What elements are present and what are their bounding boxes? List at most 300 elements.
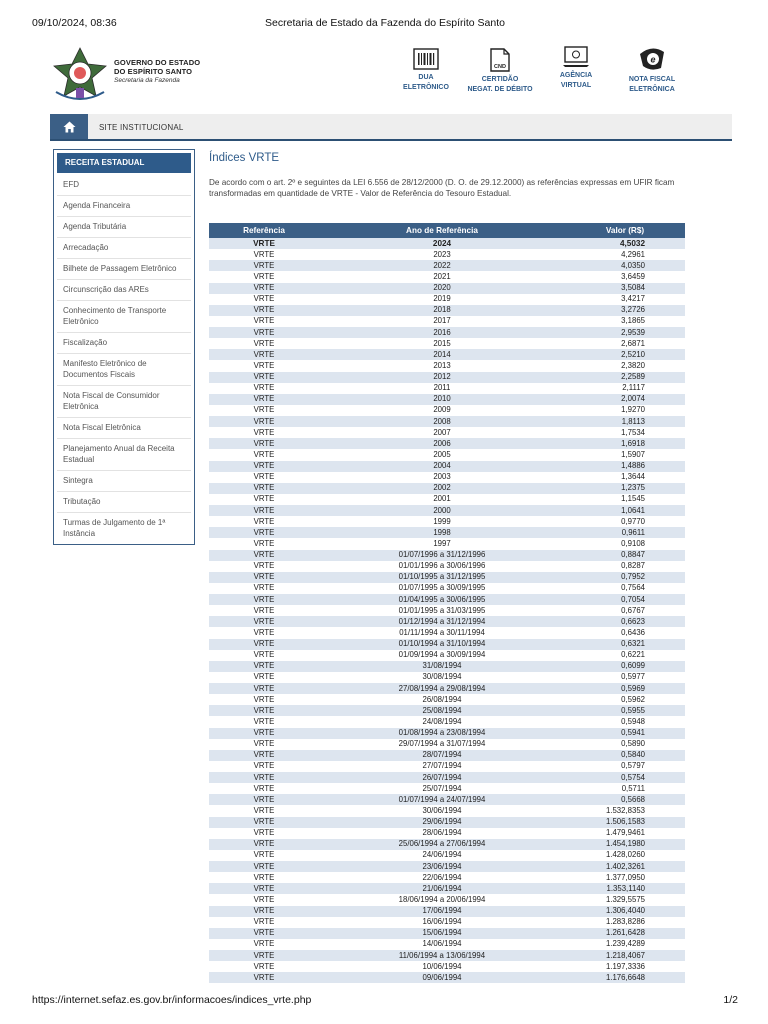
cell-ano-referencia: 2021 xyxy=(433,271,451,281)
table-row xyxy=(209,327,685,338)
print-header xyxy=(32,17,738,31)
cell-ano-referencia: 2000 xyxy=(319,505,565,516)
cell-ano-referencia: 2020 xyxy=(319,283,565,294)
cell-referencia: VRTE xyxy=(209,483,319,494)
cell-ano-referencia: 23/06/1994 xyxy=(319,861,565,872)
table-row xyxy=(209,906,685,917)
table-row xyxy=(209,761,685,772)
cell-valor: 1,1545 xyxy=(621,494,645,504)
cell-referencia: VRTE xyxy=(209,372,319,383)
cell-ano-referencia: 2004 xyxy=(319,461,565,472)
sidebar-item-agenda-tributaria[interactable]: Agenda Tributária xyxy=(57,217,191,238)
cell-referencia: VRTE xyxy=(253,872,275,882)
cell-ano-referencia: 24/08/1994 xyxy=(422,716,462,726)
cell-valor: 0,5754 xyxy=(565,772,685,783)
cell-ano-referencia: 2003 xyxy=(433,472,451,482)
state-coat-of-arms-logo[interactable] xyxy=(50,46,110,104)
sidebar-item-sintegra[interactable]: Sintegra xyxy=(57,471,191,492)
cell-ano-referencia: 2005 xyxy=(433,449,451,459)
sidebar-item-efd[interactable]: EFD xyxy=(57,175,191,196)
gov-line-1: GOVERNO DO ESTADO xyxy=(114,58,201,67)
table-row xyxy=(209,661,685,672)
cell-ano-referencia: 21/06/1994 xyxy=(319,883,565,894)
cell-valor: 0,5969 xyxy=(565,683,685,694)
table-row xyxy=(209,438,685,449)
table-row xyxy=(209,516,685,527)
cell-ano-referencia: 01/07/1996 a 31/12/1996 xyxy=(319,550,565,561)
cell-valor: 0,5840 xyxy=(565,750,685,761)
intro-paragraph: De acordo com o art. 2º e seguintes da LEI 6.556 de 28/12/2000 (D. O. de 29.12.2000) as referências expressas em UFIR ficam transformadas em quantidade de VRTE - Valor de Referência do Tesouro Estadual. xyxy=(209,178,675,198)
table-row xyxy=(209,872,685,883)
table-row xyxy=(209,694,685,705)
cell-ano-referencia: 2023 xyxy=(433,249,451,259)
cell-referencia: VRTE xyxy=(253,961,275,971)
cell-valor: 0,6099 xyxy=(565,661,685,672)
table-row xyxy=(209,427,685,438)
cell-valor: 3,6459 xyxy=(621,271,645,281)
cnd-document-icon xyxy=(489,48,511,72)
cell-valor: 1.353,1140 xyxy=(565,883,685,894)
cell-valor: 2,3820 xyxy=(621,360,645,370)
cell-ano-referencia: 28/06/1994 xyxy=(422,828,462,838)
cell-valor: 1,0641 xyxy=(565,505,685,516)
cell-valor: 0,9611 xyxy=(565,527,685,538)
cell-ano-referencia: 2015 xyxy=(433,338,451,348)
cell-ano-referencia: 2010 xyxy=(319,394,565,405)
certidao-line1: CERTIDÃO xyxy=(481,76,519,83)
cell-ano-referencia: 2008 xyxy=(319,416,565,427)
cell-valor: 0,5941 xyxy=(565,728,685,739)
cell-referencia: VRTE xyxy=(209,305,319,316)
print-datetime: 09/10/2024, 08:36 xyxy=(32,17,117,29)
cell-referencia: VRTE xyxy=(209,616,319,627)
svg-text:e: e xyxy=(650,54,656,65)
cell-referencia: VRTE xyxy=(253,449,275,459)
table-row xyxy=(209,283,685,294)
cell-referencia: VRTE xyxy=(253,850,275,860)
cell-valor: 0,5962 xyxy=(621,694,645,704)
table-row xyxy=(209,972,685,983)
cell-ano-referencia: 01/01/1996 a 30/06/1996 xyxy=(398,561,486,571)
cell-referencia: VRTE xyxy=(209,527,319,538)
table-row xyxy=(209,672,685,683)
table-row xyxy=(209,928,685,939)
cell-ano-referencia: 2022 xyxy=(319,260,565,271)
cell-referencia: VRTE xyxy=(209,817,319,828)
table-row xyxy=(209,794,685,805)
nfe-line2: ELETRÔNICA xyxy=(629,86,675,93)
cell-ano-referencia: 2017 xyxy=(433,316,451,326)
cell-referencia: VRTE xyxy=(253,472,275,482)
agencia-line1: AGÊNCIA xyxy=(559,72,593,79)
cell-referencia: VRTE xyxy=(253,338,275,348)
cell-valor: 0,5711 xyxy=(621,783,645,793)
dua-eletronico-link[interactable] xyxy=(396,48,456,93)
main-content xyxy=(209,152,685,198)
table-row xyxy=(209,383,685,394)
cell-valor: 2,2589 xyxy=(565,372,685,383)
sidebar-item-circunscricao-ares[interactable]: Circunscrição das AREs xyxy=(57,280,191,301)
cell-referencia: VRTE xyxy=(209,972,319,983)
table-row xyxy=(209,394,685,405)
coat-of-arms-icon xyxy=(50,46,110,104)
cell-valor: 2,9539 xyxy=(565,327,685,338)
table-row xyxy=(209,527,685,538)
cell-referencia: VRTE xyxy=(253,694,275,704)
cell-referencia: VRTE xyxy=(253,516,275,526)
cell-ano-referencia: 2019 xyxy=(433,294,451,304)
cell-ano-referencia: 2001 xyxy=(433,494,451,504)
table-row xyxy=(209,894,685,905)
certidao-negativa-link[interactable] xyxy=(462,48,538,95)
table-row xyxy=(209,271,685,282)
sidebar-item-turmas-julgamento[interactable]: Turmas de Julgamento de 1ª Instância xyxy=(63,518,166,538)
cell-valor: 1,3644 xyxy=(621,472,645,482)
table-row xyxy=(209,472,685,483)
site-institucional-link[interactable]: SITE INSTITUCIONAL xyxy=(99,123,184,132)
table-row xyxy=(209,249,685,260)
sidebar-item-nfe[interactable]: Nota Fiscal Eletrônica xyxy=(57,418,191,439)
table-row xyxy=(209,561,685,572)
cell-ano-referencia: 01/07/1994 a 24/07/1994 xyxy=(319,794,565,805)
table-row xyxy=(209,583,685,594)
table-row xyxy=(209,372,685,383)
cell-ano-referencia: 2024 xyxy=(319,238,565,249)
cell-ano-referencia: 27/08/1994 a 29/08/1994 xyxy=(319,683,565,694)
cell-referencia: VRTE xyxy=(209,550,319,561)
cell-ano-referencia: 26/08/1994 xyxy=(422,694,462,704)
cell-ano-referencia: 24/06/1994 xyxy=(422,850,462,860)
table-row xyxy=(209,683,685,694)
cell-referencia: VRTE xyxy=(253,917,275,927)
table-row xyxy=(209,950,685,961)
cell-referencia: VRTE xyxy=(253,894,275,904)
cell-referencia: VRTE xyxy=(253,383,275,393)
cell-valor: 2,6871 xyxy=(621,338,645,348)
cell-ano-referencia: 09/06/1994 xyxy=(319,972,565,983)
cell-referencia: VRTE xyxy=(253,627,275,637)
cell-ano-referencia: 2013 xyxy=(433,360,451,370)
print-page-title: Secretaria de Estado da Fazenda do Espírito Santo xyxy=(265,17,505,29)
sidebar-item-planejamento-anual[interactable]: Planejamento Anual da Receita Estadual xyxy=(57,439,191,471)
cell-referencia: VRTE xyxy=(209,728,319,739)
table-row xyxy=(209,739,685,750)
sidebar-item-tributacao[interactable]: Tributação xyxy=(57,492,191,513)
cell-valor: 3,5084 xyxy=(565,283,685,294)
cell-referencia: VRTE xyxy=(209,461,319,472)
cell-valor: 1,8113 xyxy=(565,416,685,427)
cell-referencia: VRTE xyxy=(209,750,319,761)
cell-valor: 1,9270 xyxy=(621,405,645,415)
cell-referencia: VRTE xyxy=(253,427,275,437)
cell-ano-referencia: 01/09/1994 a 30/09/1994 xyxy=(398,650,486,660)
cell-ano-referencia: 1999 xyxy=(433,516,451,526)
print-url: https://internet.sefaz.es.gov.br/informacoes/indices_vrte.php xyxy=(32,994,312,1006)
cell-ano-referencia: 30/08/1994 xyxy=(422,672,462,682)
table-row xyxy=(209,360,685,371)
cell-valor: 1,5907 xyxy=(621,449,645,459)
column-header-referencia: Referência xyxy=(209,223,319,238)
home-icon xyxy=(63,121,76,133)
sidebar-menu xyxy=(53,149,195,545)
cell-referencia: VRTE xyxy=(209,772,319,783)
cell-referencia: VRTE xyxy=(209,260,319,271)
cell-valor: 1.239,4289 xyxy=(605,939,645,949)
table-row xyxy=(209,483,685,494)
cell-ano-referencia: 22/06/1994 xyxy=(422,872,462,882)
table-body xyxy=(209,238,685,983)
cell-referencia: VRTE xyxy=(209,705,319,716)
cell-referencia: VRTE xyxy=(253,561,275,571)
cell-ano-referencia: 01/01/1995 a 31/03/1995 xyxy=(398,605,486,615)
cell-referencia: VRTE xyxy=(209,349,319,360)
cell-valor: 1.532,8353 xyxy=(605,805,645,815)
cell-ano-referencia: 25/08/1994 xyxy=(319,705,565,716)
cell-valor: 1.283,8286 xyxy=(605,917,645,927)
cell-ano-referencia: 15/06/1994 xyxy=(319,928,565,939)
cell-ano-referencia: 2011 xyxy=(433,383,451,393)
cell-referencia: VRTE xyxy=(209,238,319,249)
logo-text xyxy=(114,58,200,84)
cell-ano-referencia: 25/07/1994 xyxy=(422,783,462,793)
cell-referencia: VRTE xyxy=(209,639,319,650)
table-row xyxy=(209,538,685,549)
cell-valor: 1,4886 xyxy=(565,461,685,472)
certidao-line2: NEGAT. DE DÉBITO xyxy=(467,86,533,93)
top-navbar xyxy=(50,114,732,141)
cell-referencia: VRTE xyxy=(209,683,319,694)
cell-referencia: VRTE xyxy=(253,783,275,793)
cell-ano-referencia: 16/06/1994 xyxy=(422,917,462,927)
table-row xyxy=(209,828,685,839)
cell-valor: 0,6436 xyxy=(621,627,645,637)
cell-valor: 0,8287 xyxy=(621,561,645,571)
cell-referencia: VRTE xyxy=(209,438,319,449)
table-row xyxy=(209,817,685,828)
cell-ano-referencia: 2012 xyxy=(319,372,565,383)
cell-valor: 3,1865 xyxy=(621,316,645,326)
computer-icon xyxy=(562,46,590,68)
cell-referencia: VRTE xyxy=(209,572,319,583)
table-row xyxy=(209,349,685,360)
table-row xyxy=(209,627,685,638)
table-row xyxy=(209,783,685,794)
cell-ano-referencia: 2018 xyxy=(319,305,565,316)
cell-ano-referencia: 01/04/1995 a 30/06/1995 xyxy=(319,594,565,605)
table-row xyxy=(209,338,685,349)
cell-valor: 1,7534 xyxy=(621,427,645,437)
cell-ano-referencia: 30/06/1994 xyxy=(422,805,462,815)
sidebar-item-fiscalizacao[interactable]: Fiscalização xyxy=(57,333,191,354)
cell-ano-referencia: 01/07/1995 a 30/09/1995 xyxy=(398,583,486,593)
cell-referencia: VRTE xyxy=(209,283,319,294)
table-row xyxy=(209,550,685,561)
cell-ano-referencia: 2014 xyxy=(319,349,565,360)
nota-fiscal-eletronica-link[interactable] xyxy=(618,44,686,95)
cell-valor: 0,9108 xyxy=(621,538,645,548)
table-row xyxy=(209,917,685,928)
cell-valor: 1.506,1583 xyxy=(565,817,685,828)
cell-referencia: VRTE xyxy=(253,828,275,838)
cell-referencia: VRTE xyxy=(253,739,275,749)
cell-valor: 2,1117 xyxy=(622,383,645,393)
cell-ano-referencia: 2009 xyxy=(433,405,451,415)
column-header-ano: Ano de Referência xyxy=(319,223,565,238)
table-row xyxy=(209,939,685,950)
table-row xyxy=(209,650,685,661)
cell-ano-referencia: 01/08/1994 a 23/08/1994 xyxy=(319,728,565,739)
cell-valor: 1.428,0260 xyxy=(605,850,645,860)
table-row xyxy=(209,728,685,739)
table-row xyxy=(209,805,685,816)
cell-ano-referencia: 26/07/1994 xyxy=(319,772,565,783)
cell-ano-referencia: 11/06/1994 a 13/06/1994 xyxy=(319,950,565,961)
table-row xyxy=(209,405,685,416)
print-footer xyxy=(32,994,738,1008)
table-row xyxy=(209,605,685,616)
print-page-number: 1/2 xyxy=(723,994,738,1006)
cell-referencia: VRTE xyxy=(253,538,275,548)
sidebar-item-bilhete-passagem[interactable]: Bilhete de Passagem Eletrônico xyxy=(57,259,191,280)
cell-referencia: VRTE xyxy=(209,394,319,405)
cell-valor: 0,5890 xyxy=(621,739,645,749)
cell-valor: 0,7054 xyxy=(565,594,685,605)
table-row xyxy=(209,594,685,605)
nfe-icon xyxy=(637,44,667,72)
cell-referencia: VRTE xyxy=(253,249,275,259)
cell-ano-referencia: 17/06/1994 xyxy=(319,906,565,917)
cell-valor: 1.176,6648 xyxy=(565,972,685,983)
cell-referencia: VRTE xyxy=(253,405,275,415)
cell-valor: 3,2726 xyxy=(565,305,685,316)
cell-referencia: VRTE xyxy=(253,672,275,682)
table-header-row xyxy=(209,223,685,238)
table-row xyxy=(209,716,685,727)
column-header-valor: Valor (R$) xyxy=(565,223,685,238)
table-row xyxy=(209,305,685,316)
table-row xyxy=(209,238,685,249)
cell-ano-referencia: 29/07/1994 a 31/07/1994 xyxy=(398,739,486,749)
cell-ano-referencia: 01/12/1994 a 31/12/1994 xyxy=(319,616,565,627)
cell-ano-referencia: 18/06/1994 a 20/06/1994 xyxy=(398,894,486,904)
cell-valor: 0,6321 xyxy=(565,639,685,650)
table-row xyxy=(209,639,685,650)
table-row xyxy=(209,294,685,305)
sidebar-title[interactable]: RECEITA ESTADUAL xyxy=(57,153,191,173)
cell-valor: 4,0350 xyxy=(565,260,685,271)
cell-valor: 0,5668 xyxy=(565,794,685,805)
cell-referencia: VRTE xyxy=(209,416,319,427)
table-row xyxy=(209,839,685,850)
cell-ano-referencia: 2002 xyxy=(319,483,565,494)
cell-referencia: VRTE xyxy=(209,950,319,961)
sidebar-item-conhecimento-transporte[interactable]: Conhecimento de Transporte Eletrônico xyxy=(57,301,191,333)
cell-referencia: VRTE xyxy=(253,316,275,326)
barcode-icon xyxy=(413,48,439,70)
page-title: Índices VRTE xyxy=(209,152,280,164)
cell-referencia: VRTE xyxy=(253,294,275,304)
cell-referencia: VRTE xyxy=(253,716,275,726)
cell-valor: 1,6918 xyxy=(565,438,685,449)
cell-valor: 0,7564 xyxy=(621,583,645,593)
cell-valor: 4,2961 xyxy=(621,249,645,259)
table-row xyxy=(209,616,685,627)
cell-ano-referencia: 1998 xyxy=(319,527,565,538)
cell-referencia: VRTE xyxy=(209,327,319,338)
sidebar-item-manifesto-eletronico[interactable]: Manifesto Eletrônico de Documentos Fiscais xyxy=(57,354,191,386)
cell-referencia: VRTE xyxy=(253,761,275,771)
sidebar-item-nfce[interactable]: Nota Fiscal de Consumidor Eletrônica xyxy=(57,386,191,418)
cell-valor: 0,5977 xyxy=(621,672,645,682)
cell-valor: 2,0074 xyxy=(565,394,685,405)
cell-referencia: VRTE xyxy=(253,605,275,615)
cell-ano-referencia: 25/06/1994 a 27/06/1994 xyxy=(319,839,565,850)
cell-ano-referencia: 2006 xyxy=(319,438,565,449)
table-row xyxy=(209,449,685,460)
cell-referencia: VRTE xyxy=(253,271,275,281)
cell-referencia: VRTE xyxy=(209,505,319,516)
cell-referencia: VRTE xyxy=(209,928,319,939)
cell-valor: 0,5955 xyxy=(565,705,685,716)
cell-referencia: VRTE xyxy=(253,583,275,593)
table-row xyxy=(209,316,685,327)
agencia-virtual-link[interactable] xyxy=(550,46,602,91)
cell-valor: 0,6623 xyxy=(565,616,685,627)
table-row xyxy=(209,572,685,583)
cell-ano-referencia: 27/07/1994 xyxy=(422,761,462,771)
home-button[interactable] xyxy=(50,114,88,139)
secretaria-label: Secretaria da Fazenda xyxy=(114,77,180,84)
agencia-line2: VIRTUAL xyxy=(560,82,592,89)
cell-referencia: VRTE xyxy=(209,906,319,917)
cell-referencia: VRTE xyxy=(209,794,319,805)
cell-referencia: VRTE xyxy=(209,839,319,850)
table-row xyxy=(209,861,685,872)
cell-valor: 2,5210 xyxy=(565,349,685,360)
cell-referencia: VRTE xyxy=(209,883,319,894)
table-row xyxy=(209,260,685,271)
cell-referencia: VRTE xyxy=(209,594,319,605)
cell-valor: 0,9770 xyxy=(621,516,645,526)
cell-valor: 1.479,9461 xyxy=(605,828,645,838)
table-row xyxy=(209,461,685,472)
cell-valor: 0,6767 xyxy=(621,605,645,615)
cell-valor: 1.402,3261 xyxy=(565,861,685,872)
vrte-table xyxy=(209,223,685,983)
cell-ano-referencia: 01/10/1995 a 31/12/1995 xyxy=(319,572,565,583)
cell-valor: 0,8847 xyxy=(565,550,685,561)
cell-ano-referencia: 31/08/1994 xyxy=(319,661,565,672)
cell-referencia: VRTE xyxy=(253,805,275,815)
cell-valor: 1.306,4040 xyxy=(565,906,685,917)
cell-ano-referencia: 2007 xyxy=(433,427,451,437)
table-row xyxy=(209,750,685,761)
cell-ano-referencia: 10/06/1994 xyxy=(422,961,462,971)
cell-ano-referencia: 1997 xyxy=(433,538,451,548)
table-row xyxy=(209,494,685,505)
dua-line1: DUA xyxy=(418,74,434,81)
cell-referencia: VRTE xyxy=(253,939,275,949)
cell-ano-referencia: 28/07/1994 xyxy=(319,750,565,761)
sidebar-item-agenda-financeira[interactable]: Agenda Financeira xyxy=(57,196,191,217)
cell-valor: 1.454,1980 xyxy=(565,839,685,850)
table-row xyxy=(209,416,685,427)
cell-referencia: VRTE xyxy=(209,861,319,872)
cell-ano-referencia: 14/06/1994 xyxy=(422,939,462,949)
cell-valor: 1,2375 xyxy=(565,483,685,494)
table-row xyxy=(209,772,685,783)
sidebar-item-arrecadacao[interactable]: Arrecadação xyxy=(57,238,191,259)
